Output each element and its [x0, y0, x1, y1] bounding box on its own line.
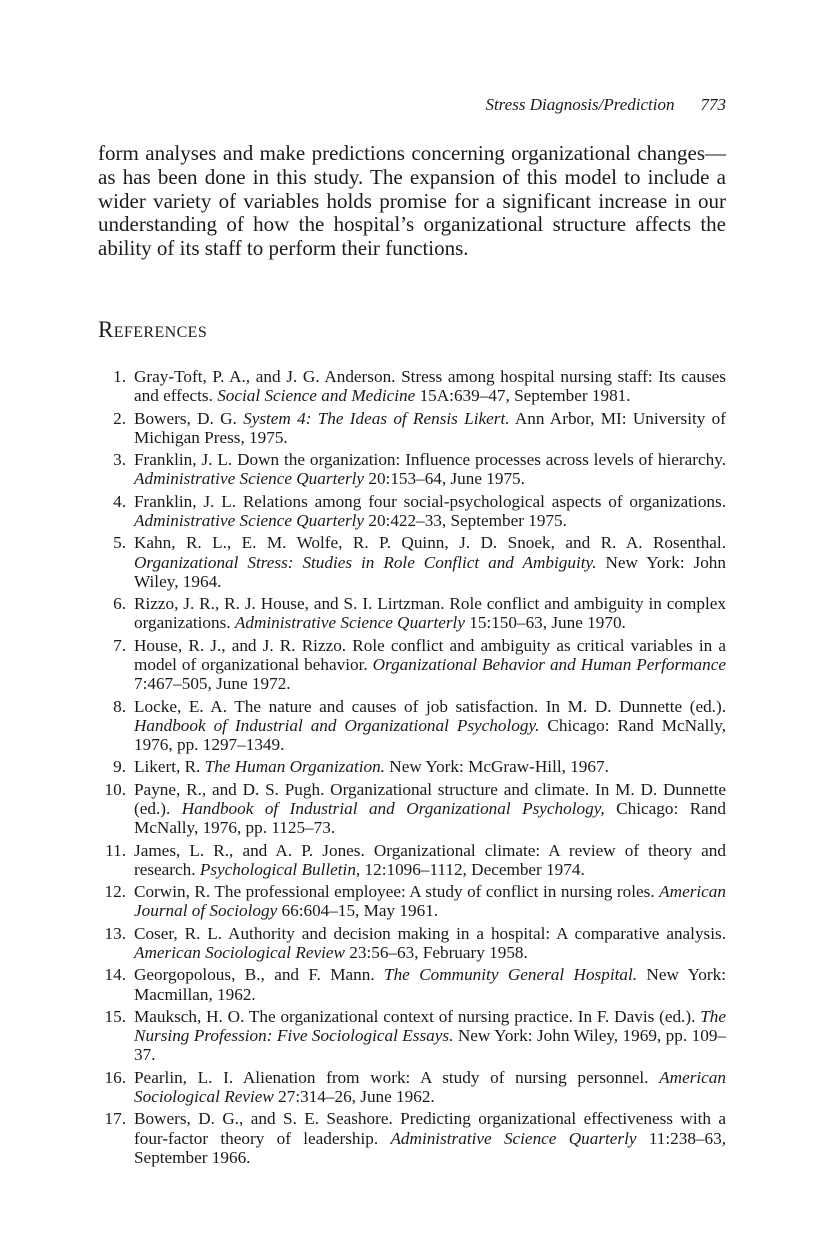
- reference-number: 9.: [113, 757, 126, 777]
- reference-number: 7.: [113, 635, 126, 655]
- references-heading: References: [98, 316, 208, 342]
- reference-item: [98, 697, 726, 755]
- reference-source-title: Psychological Bulletin,: [199, 859, 361, 879]
- reference-text: Georgopolous, B., and F. Mann.: [134, 965, 385, 985]
- reference-text: Bowers, D. G.: [134, 408, 244, 428]
- reference-details: New York: John Wiley, 1969, pp. 109–37.: [134, 1026, 727, 1065]
- reference-number: 8.: [113, 696, 126, 716]
- references-list: [98, 367, 726, 1167]
- reference-source-title: Social Science and Medicine: [217, 386, 416, 406]
- reference-number: 17.: [104, 1109, 126, 1129]
- reference-details: 20:153–64, June 1975.: [364, 469, 525, 489]
- running-head: [98, 92, 726, 118]
- reference-item: [98, 841, 726, 879]
- reference-details: 66:604–15, May 1961.: [277, 901, 439, 921]
- reference-number: 12.: [104, 882, 126, 902]
- reference-details: 27:314–26, June 1962.: [273, 1086, 435, 1106]
- page-number: 773: [700, 95, 726, 114]
- reference-details: 7:467–505, June 1972.: [134, 674, 291, 694]
- reference-item: [98, 533, 726, 591]
- reference-item: [98, 367, 726, 405]
- reference-source-title: American Sociological Review: [134, 1067, 726, 1106]
- reference-number: 16.: [104, 1067, 126, 1087]
- running-head-title: Stress Diagnosis/Prediction: [485, 95, 675, 114]
- reference-item: [98, 409, 726, 447]
- reference-number: 10.: [104, 779, 126, 799]
- reference-source-title: System 4: The Ideas of Rensis Likert.: [243, 408, 510, 428]
- reference-number: 14.: [104, 965, 126, 985]
- reference-item: [98, 780, 726, 838]
- reference-source-title: Handbook of Industrial and Organizational Psychology.: [134, 715, 540, 735]
- reference-item: [98, 594, 726, 632]
- reference-source-title: Administrative Science Quarterly: [134, 469, 365, 489]
- reference-source-title: Administrative Science Quarterly: [390, 1128, 637, 1148]
- reference-details: 15A:639–47, September 1981.: [415, 386, 631, 406]
- reference-details: 23:56–63, February 1958.: [344, 942, 528, 962]
- reference-text: Locke, E. A. The nature and causes of job satisfaction. In M. D. Dunnette (ed.).: [134, 696, 726, 716]
- reference-text: Coser, R. L. Authority and decision making in a hospital: A comparative analysis.: [134, 923, 726, 943]
- reference-number: 6.: [113, 594, 126, 614]
- reference-number: 5.: [113, 533, 126, 553]
- reference-number: 2.: [113, 408, 126, 428]
- reference-text: Rizzo, J. R., R. J. House, and S. I. Lirtzman. Role conflict and ambiguity in complex organizations.: [134, 594, 726, 633]
- reference-number: 15.: [104, 1006, 126, 1026]
- reference-item: [98, 492, 726, 530]
- reference-item: [98, 636, 726, 694]
- reference-text: House, R. J., and J. R. Rizzo. Role conflict and ambiguity as critical variables in a model of organizational behavior.: [134, 635, 726, 674]
- reference-source-title: American Sociological Review: [134, 942, 345, 962]
- reference-text: Pearlin, L. I. Alienation from work: A study of nursing personnel.: [134, 1067, 660, 1087]
- reference-item: [98, 924, 726, 962]
- reference-source-title: Administrative Science Quarterly: [234, 613, 465, 633]
- reference-item: [98, 757, 726, 776]
- reference-number: 3.: [113, 450, 126, 470]
- reference-source-title: Administrative Science Quarterly: [134, 510, 365, 530]
- reference-text: Franklin, J. L. Relations among four social-psychological aspects of organizations.: [134, 491, 726, 511]
- reference-details: Chicago: Rand McNally, 1976, pp. 1297–1349.: [134, 715, 727, 754]
- reference-details: 11:238–63, September 1966.: [134, 1128, 726, 1167]
- reference-text: Corwin, R. The professional employee: A study of conflict in nursing roles.: [134, 882, 660, 902]
- reference-number: 11.: [105, 840, 126, 860]
- reference-source-title: The Nursing Profession: Five Sociological Essays.: [134, 1006, 726, 1046]
- reference-source-title: Organizational Behavior and Human Performance: [372, 654, 726, 674]
- reference-item: [98, 1109, 726, 1167]
- reference-item: [98, 1007, 726, 1065]
- reference-number: 13.: [104, 923, 126, 943]
- reference-text: Likert, R.: [134, 757, 205, 777]
- reference-details: Chicago: Rand McNally, 1976, pp. 1125–73.: [134, 798, 726, 838]
- reference-text: Mauksch, H. O. The organizational context of nursing practice. In F. Davis (ed.).: [134, 1006, 701, 1026]
- body-paragraph: form analyses and make predictions concerning organizational changes—as has been done in this study. The expansion of this model to include a wider variety of variables holds promise for a significant increase in our understanding of how the hospital’s organizational structure affects the ability of its staff to perform their functions.: [98, 141, 726, 261]
- reference-text: Payne, R., and D. S. Pugh. Organizational structure and climate. In M. D. Dunnette (ed.).: [134, 779, 726, 818]
- reference-item: [98, 450, 726, 488]
- reference-number: 1.: [113, 366, 126, 386]
- reference-details: New York: Macmillan, 1962.: [134, 965, 726, 1004]
- reference-details: New York: McGraw-Hill, 1967.: [384, 757, 609, 777]
- reference-source-title: The Community General Hospital.: [384, 965, 638, 985]
- page: [98, 92, 726, 1170]
- reference-item: [98, 965, 726, 1003]
- reference-item: [98, 882, 726, 920]
- reference-number: 4.: [113, 491, 126, 511]
- reference-source-title: American Journal of Sociology: [134, 882, 726, 921]
- reference-text: Gray-Toft, P. A., and J. G. Anderson. Stress among hospital nursing staff: Its causes and effects.: [134, 366, 726, 406]
- reference-text: James, L. R., and A. P. Jones. Organizational climate: A review of theory and research.: [134, 840, 726, 879]
- reference-details: 20:422–33, September 1975.: [364, 510, 567, 530]
- reference-details: 15:150–63, June 1970.: [464, 613, 626, 633]
- reference-text: Franklin, J. L. Down the organization: Influence processes across levels of hierarchy.: [134, 450, 726, 470]
- reference-source-title: The Human Organization.: [204, 757, 385, 777]
- reference-text: Kahn, R. L., E. M. Wolfe, R. P. Quinn, J. D. Snoek, and R. A. Rosenthal.: [134, 533, 726, 553]
- reference-details: Ann Arbor, MI: University of Michigan Press, 1975.: [134, 408, 726, 447]
- reference-item: [98, 1068, 726, 1106]
- reference-source-title: Handbook of Industrial and Organizational Psychology,: [181, 798, 605, 818]
- reference-details: 12:1096–1112, December 1974.: [360, 859, 585, 879]
- reference-source-title: Organizational Stress: Studies in Role Conflict and Ambiguity.: [134, 552, 597, 572]
- reference-text: Bowers, D. G., and S. E. Seashore. Predicting organizational effectiveness with a four-factor theory of leadership.: [134, 1109, 726, 1148]
- reference-details: New York: John Wiley, 1964.: [134, 552, 726, 591]
